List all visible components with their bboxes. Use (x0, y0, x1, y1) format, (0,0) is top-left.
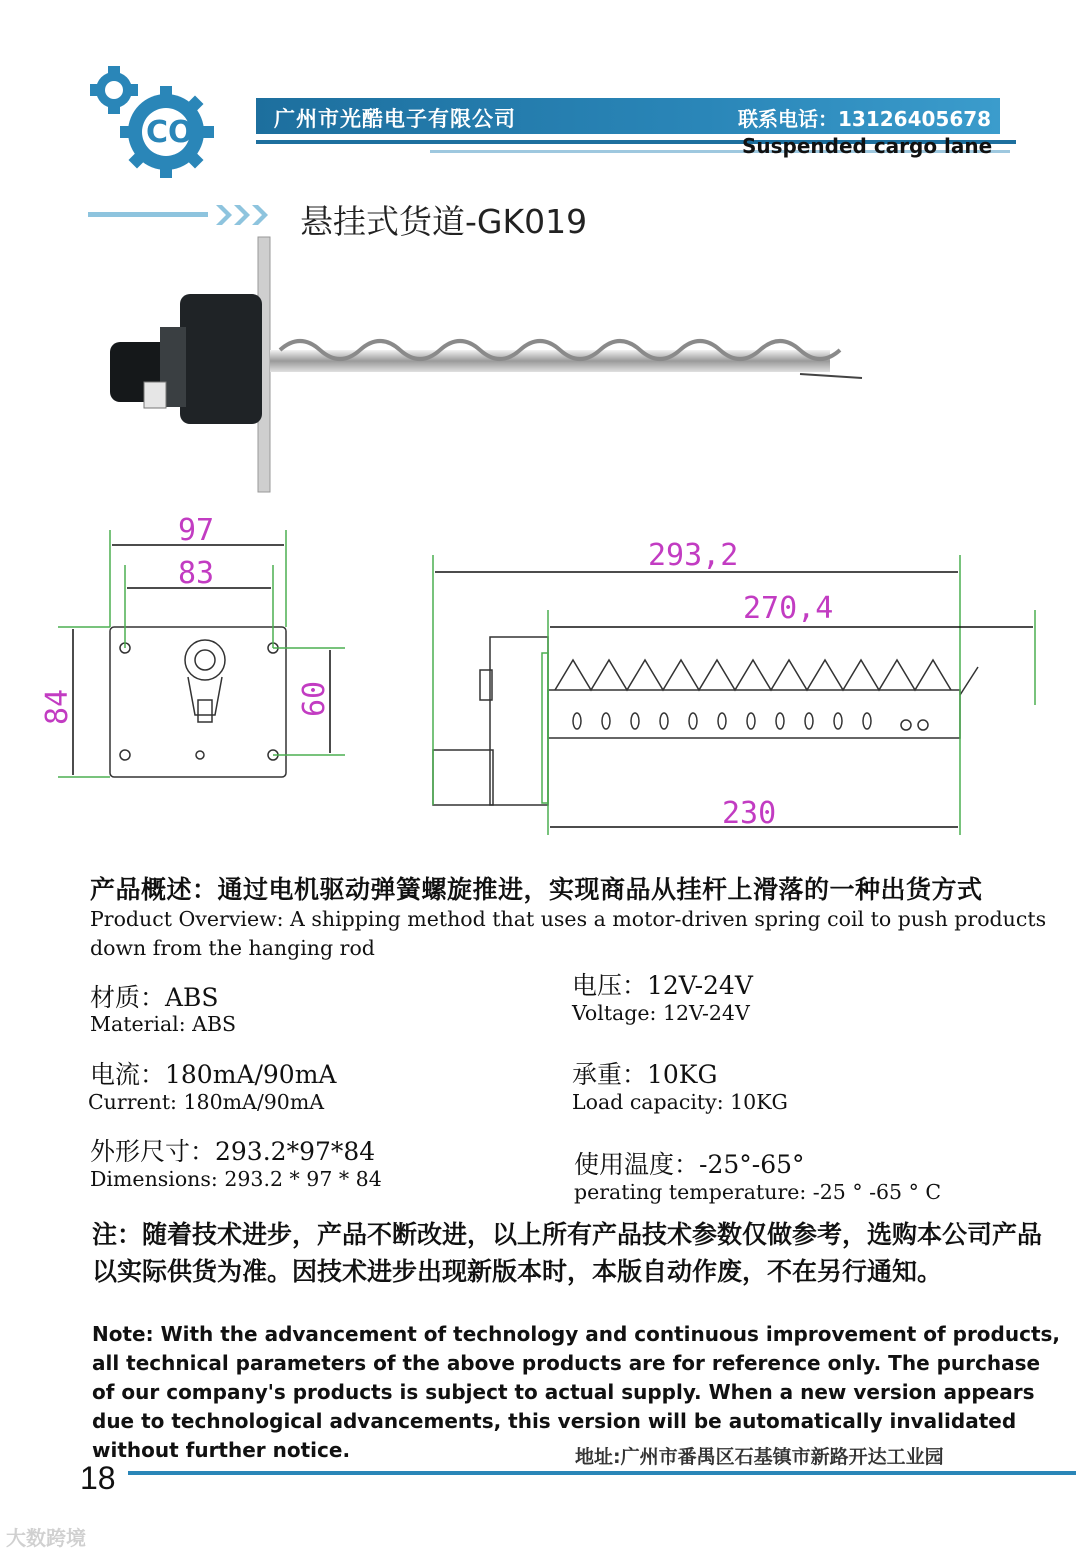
dimension-total-length-label: 293,2 (648, 538, 739, 573)
contact-phone: 联系电话：13126405678 (738, 107, 992, 131)
spec-dimensions-en: Dimensions: 293.2 * 97 * 84 (90, 1167, 382, 1191)
footer-divider (128, 1471, 1076, 1475)
spec-dimensions-cn: 外形尺寸：293.2*97*84 (90, 1137, 376, 1166)
note-chinese: 注：随着技术进步，产品不断改进，以上所有产品技术参数仅做参考，选购本公司产品以实际供货为准。因技术进步出现新版本时，本版自动作废，不在另行通知。 (92, 1220, 1043, 1286)
dimension-hole-spacing-label: 83 (178, 556, 215, 591)
dimension-hole-height-label: 60 (297, 680, 332, 717)
dimension-height-label: 84 (40, 688, 75, 725)
subtitle-english: Suspended cargo lane (742, 134, 993, 158)
title-arrow-icon (88, 202, 268, 228)
company-address: 地址:广州市番禺区石基镇市新路开达工业园 (575, 1446, 944, 1468)
spec-load-cn: 承重：10KG (572, 1060, 718, 1089)
company-name: 广州市光酷电子有限公司 (274, 107, 516, 131)
note-english: Note: With the advancement of technology and continuous improvement of products, all technical parameters of the above products are for reference only. The purchase of our company's products is subject to actual supply. When a new version appears due to technological advancements, this version will be automatically invalidated without further notice. (92, 1322, 1061, 1462)
dimension-width-label: 97 (178, 513, 215, 548)
page-number: 18 (80, 1460, 116, 1496)
product-title: 悬挂式货道-GK019 (300, 202, 588, 241)
spec-material-en: Material: ABS (90, 1012, 237, 1036)
spec-voltage-cn: 电压：12V-24V (572, 971, 753, 1000)
dimension-coil-length-label: 270,4 (743, 591, 834, 626)
spec-material-cn: 材质：ABS (90, 983, 219, 1012)
svg-text:CO: CO (146, 115, 194, 150)
spec-temperature-cn: 使用温度：-25°-65° (574, 1150, 805, 1179)
product-photo (100, 232, 880, 497)
gear-logo-icon (86, 62, 216, 180)
overview-chinese: 产品概述：通过电机驱动弹簧螺旋推进，实现商品从挂杆上滑落的一种出货方式 (90, 875, 983, 904)
spec-current-en: Current: 180mA/90mA (88, 1090, 325, 1114)
spec-temperature-en: perating temperature: -25 ° -65 ° C (574, 1180, 942, 1204)
watermark: 大数跨境 (6, 1526, 86, 1550)
overview-english: Product Overview: A shipping method that uses a motor-driven spring coil to push products down from the hanging rod (90, 907, 1047, 960)
spec-load-en: Load capacity: 10KG (572, 1090, 788, 1114)
spec-current-cn: 电流：180mA/90mA (90, 1060, 337, 1089)
spec-voltage-en: Voltage: 12V-24V (572, 1001, 750, 1025)
technical-drawing (40, 505, 1050, 860)
dimension-rod-length-label: 230 (722, 796, 777, 831)
